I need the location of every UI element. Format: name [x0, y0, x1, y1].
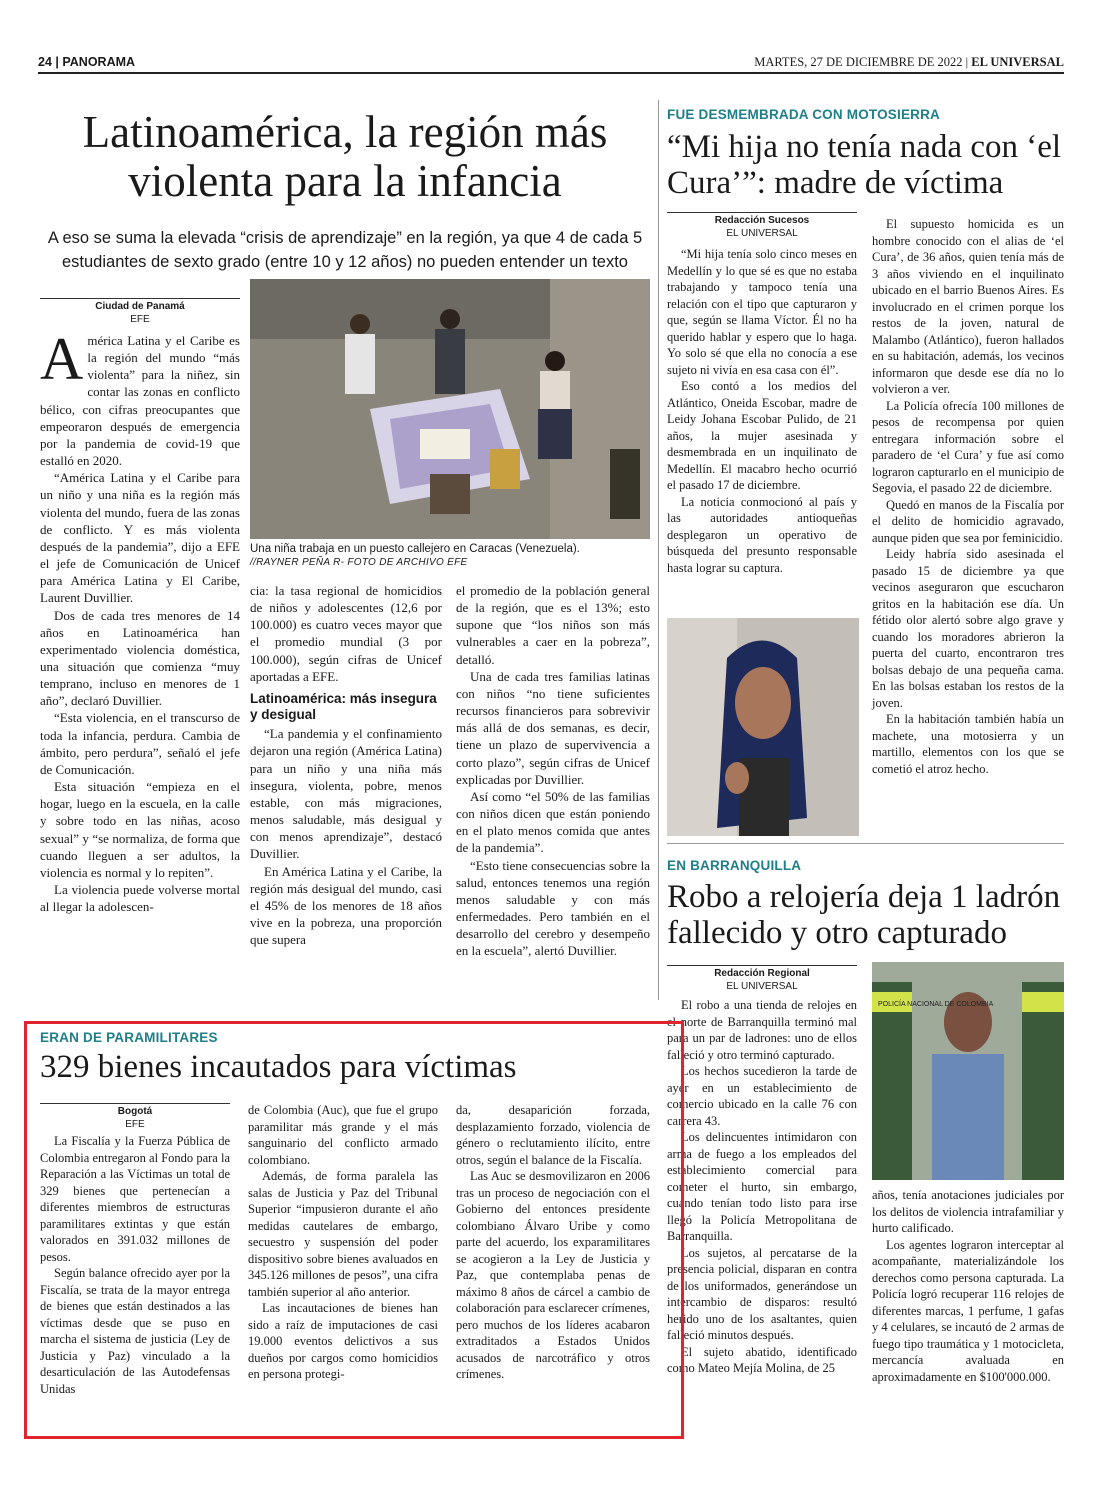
right-top-col-2: El supuesto homicida es un hombre conocido con el alias de ‘el Cura’, de 36 años, quien tenía más de 3 años viviendo en el inquilinato ubicado en el barrio Buenos Aires. Es involucrado en el crimen porque los restos de la joven, natural de Malambo (Atlántico), fueron hallados en su habitación, además, los vecinos informaron que desde ese día no lo volvieron a ver. La Policía ofrecía 100 millones de pesos de recompensa por quien entregara información sobre el paradero de ‘el Cura’ y fue así como lograron capturarlo en el municipio de Segovia, el pasado 22 de diciembre. Quedó en manos de la Fiscalía por el delito de homicidio agravado, aunque piden que sea por feminicidio. Leidy habría sido asesinada el pasado 15 de diciembre ya que vecinos aseguraron que escucharon gritos en la habitación ese día. Un fétido olor alertó sobre algo grave y cuando los moradores abrieron la puerta del cuarto, encontraron tres bolsas debajo de una pequeña cama. En las bolsas estaban los restos de la joven. En la habitación también había un machete, una motosierra y un martillo, elementos con los que se cometió el atroz hecho.	[872, 217, 1064, 776]
right-top-kicker: FUE DESMEMBRADA CON MOTOSIERRA	[667, 107, 941, 122]
main-headline: Latinoamérica, la región más violenta para la infancia	[82, 107, 608, 206]
bottom-kicker: ERAN DE PARAMILITARES	[40, 1030, 218, 1045]
main-photo-credit: //RAYNER PEÑA R- FOTO DE ARCHIVO EFE	[250, 557, 468, 568]
victim-portrait-illustration	[667, 618, 859, 836]
main-deck: A eso se suma la elevada “crisis de aprendizaje” en la región, ya que 4 de cada 5 estudiantes de sexto grado (entre 10 y 12 años) no pueden entender un texto	[47, 229, 643, 271]
suspect-photo-text: POLICÍA NACIONAL DE COLOMBIA	[878, 1001, 994, 1008]
main-dropcap: A	[40, 326, 84, 392]
street-stall-illustration	[250, 279, 650, 539]
page-section: 24 | PANORAMA	[38, 55, 136, 69]
right-bottom-byline: Redacción Regional EL UNIVERSAL	[667, 965, 857, 993]
suspect-photo	[872, 962, 1064, 1180]
page-date: MARTES, 27 DE DICIEMBRE DE 2022 | EL UNIVERSAL	[754, 55, 1064, 69]
victim-photo	[667, 618, 859, 836]
right-bottom-headline: Robo a relojería deja 1 ladrón fallecido y otro capturado	[667, 879, 1061, 951]
bottom-col-1: La Fiscalía y la Fuerza Pública de Colombia entregaron al Fondo para la Reparación a las Víctimas un total de 329 bienes que pertenecían a diferentes miembros de estructuras paramilitares extintas y que están valorados en 391.032 millones de pesos. Según balance ofrecido ayer por la Fiscalía, se trata de la mayor entrega de bienes que están destinados a las víctimas desde que se puso en marcha el sistema de justicia (Ley de Justicia y Paz) vinculado a la desarticulación de las Autodefensas Unidas	[40, 1134, 230, 1396]
bottom-col-3: da, desaparición forzada, desplazamiento forzado, violencia de género o reclutamiento ilícito, entre otros, según el balance de la Fiscalía. Las Auc se desmovilizaron en 2006 tras un proceso de negociación con el Gobierno del entonces presidente colombiano Álvaro Uribe y como parte del acuerdo, los exparamilitares se acogieron a la Ley de Justicia y Paz, que contemplaba penas de máximo 8 años de cárcel a cambio de colaboración para esclarecer crímenes, pero muchos de los líderes acabaron extraditados a Estados Unidos acusados de narcotráfico y otros crímenes.	[456, 1103, 650, 1381]
main-col-2: cia: la tasa regional de homicidios de niños y adolescentes (12,6 por 100.000) es cuatro veces mayor que el promedio mundial (3 por 100.000), según cifras de Unicef aportadas a EFE. Latinoamérica: más insegura y desigual “La pandemia y el confinamiento dejaron una región (América Latina) para un niño y una niña más insegura, violenta, pobre, menos estable, con más migraciones, menos saludable, más desigual y con menos aprendizaje”, destacó Duvillier. En América Latina y el Caribe, la región más desigual del mundo, casi el 45% de los menores de 18 años vive en la pobreza, una proporción que supera	[250, 583, 442, 948]
main-subhead: Latinoamérica: más insegura y desigual	[250, 690, 437, 723]
section-divider-right	[667, 843, 1064, 844]
main-byline: Ciudad de Panamá EFE	[40, 298, 240, 326]
main-col-3: el promedio de la población general de la región, que es el 13%; esto supone que “los niños son más vulnerables a caer en la pobreza”, detalló. Una de cada tres familias latinas con niños “no tiene suficientes recursos financieros para sobrevivir más allá de dos semanas, es decir, tiene un plazo de supervivencia a corto plazo”, según cifras de Unicef explicadas por Duvillier. Así como “el 50% de las familias con niños dicen que están poniendo en el plato menos comida que antes de la pandemia”. “Esto tiene consecuencias sobre la salud, entonces tenemos una región menos saludable y con más enfermedades. Pero también en el desarrollo del cerebro y desempeño en la escuela”, alertó Duvillier.	[456, 583, 650, 959]
right-top-col-1: “Mi hija tenía solo cinco meses en Medellín y lo que sé es que no estaba trabajando y tampoco tenía una relación con el tipo que capturaron y que, según se llama Víctor. Él no ha querido hablar y espero que lo haga. Yo solo sé que ella no conocía a ese sujeto ni vivía en esa casa con él”. Eso contó a los medios del Atlántico, Oneida Escobar, madre de Leidy Johana Escobar Pulido, de 21 años, la mujer asesinada y desmembrada en un inquilinato de Medellín. El macabro hecho ocurrió el pasado 17 de diciembre. La noticia conmocionó al país y las autoridades antioqueñas desplegaron un operativo de búsqueda del presunto responsable hasta lograr su captura.	[667, 247, 857, 575]
bottom-byline: Bogotá EFE	[40, 1103, 230, 1131]
bottom-headline: 329 bienes incautados para víctimas	[40, 1049, 517, 1085]
page-header	[38, 52, 1064, 74]
right-top-byline: Redacción Sucesos EL UNIVERSAL	[667, 212, 857, 240]
main-col-1: América Latina y el Caribe es la región del mundo “más violenta” para la niñez, sin contar las zonas en conflicto bélico, con cifras preocupantes que empeoraron después de emergencia por la pandemia de covid-19 que estalló en 2020. “América Latina y el Caribe para un niño y una niña es la región más violenta del mundo, fuera de las zonas de conflicto. Y es más violenta después de la pandemia”, dijo a EFE el jefe de Comunicación de Unicef para América Latina y El Caribe, Laurent Duvillier. Dos de cada tres menores de 14 años en Latinoamérica han experimentado violencia doméstica, una situación que comienza “muy temprano, incluso en menores de 1 año”, declaró Duvillier. “Esta violencia, en el transcurso de toda la infancia, perdura. Cambia de ámbito, pero perdura”, señaló el jefe de Comunicación. Esta situación “empieza en el hogar, luego en la escuela, en la calle y sobre todo en las niñas, acoso sexual” y “se normaliza, de forma que cuando lleguen a ser adultos, la violencia es normal y lo repiten”. La violencia puede volverse mortal al llegar la adolescen-	[40, 326, 240, 915]
main-photo-caption: Una niña trabaja en un puesto callejero en Caracas (Venezuela).	[250, 543, 580, 555]
right-bottom-kicker: EN BARRANQUILLA	[667, 858, 802, 873]
main-photo	[250, 279, 650, 539]
right-bottom-col-2: años, tenía anotaciones judiciales por los delitos de violencia intrafamiliar y hurto calificado. Los agentes lograron interceptar al acompañante, materializándole los derechos como persona capturada. La Policía logró recuperar 116 relojes de diferentes marcas, 1 perfume, 1 gafas y 4 celulares, se incautó de 2 armas de fuego tipo traumática y 1 motocicleta, mercancía avaluada en aproximadamente en $100'000.000.	[872, 1188, 1064, 1384]
right-bottom-col-1: El robo a una tienda de relojes en el norte de Barranquilla terminó mal para un par de ladrones: uno de ellos falleció y otro terminó capturado. Los hechos sucedieron la tarde de ayer en un establecimiento de comercio ubicado en la calle 76 con carrera 43. Los delincuentes intimidaron con arma de fuego a los empleados del establecimiento comercial para cometer el hurto, sin embargo, cuando tenían todo listo para irse llegó la Policía Metropolitana de Barranquilla. Los sujetos, al percatarse de la presencia policial, disparan en contra de los uniformados, generándose un intercambio de disparos: resultó herido uno de los asaltantes, quien falleció minutos después. El sujeto abatido, identificado como Mateo Mejía Molina, de 25	[667, 998, 857, 1375]
right-top-headline: “Mi hija no tenía nada con ‘el Cura’”: madre de víctima	[667, 129, 1062, 201]
bottom-col-2: de Colombia (Auc), que fue el grupo paramilitar más grande y el más sanguinario del conflicto armado colombiano. Además, de forma paralela las salas de Justicia y Paz del Tribunal Superior “impusieron durante el año medidas cautelares de embargo, secuestro y suspensión del poder dispositivo sobre bienes avaluados en 345.126 millones de pesos”, una cifra también superior al año anterior. Las incautaciones de bienes han sido a raíz de imputaciones de casi 19.000 eventos delictivos a sus dueños por cargos como homicidios en persona protegi-	[248, 1103, 438, 1381]
suspect-portrait-illustration	[872, 962, 1064, 1180]
column-divider	[658, 100, 659, 1000]
